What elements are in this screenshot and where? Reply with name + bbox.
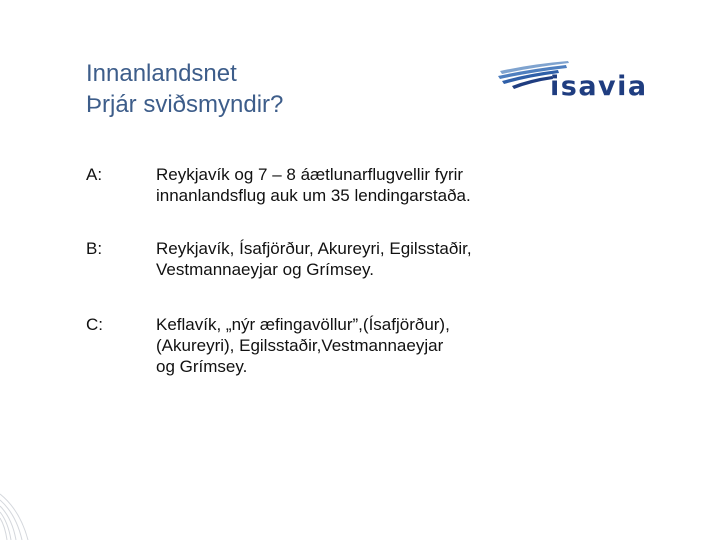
isavia-logo bbox=[496, 60, 648, 104]
scenario-line: (Akureyri), Egilsstaðir,Vestmannaeyjar bbox=[156, 336, 444, 355]
scenario-text bbox=[156, 238, 556, 280]
title-line-2: Þrjár sviðsmyndir? bbox=[86, 91, 284, 118]
scenario-key: B: bbox=[86, 239, 103, 258]
slide-title bbox=[86, 58, 283, 120]
scenario-line: innanlandsflug auk um 35 lendingarstaða. bbox=[156, 186, 471, 205]
scenario-key: A: bbox=[86, 165, 103, 184]
logo-text: isavia bbox=[550, 71, 648, 102]
title-line-1: Innanlandsnet bbox=[86, 60, 237, 87]
scenario-line: Reykjavík, Ísafjörður, Akureyri, Egilsstaðir, bbox=[156, 239, 472, 258]
scenario-line: Reykjavík og 7 – 8 áætlunarflugvellir fyrir bbox=[156, 165, 464, 184]
scenario-text bbox=[156, 164, 556, 206]
scenario-key: C: bbox=[86, 315, 103, 334]
scenario-text bbox=[156, 314, 556, 377]
scenario-line: Vestmannaeyjar og Grímsey. bbox=[156, 260, 374, 279]
scenario-line: og Grímsey. bbox=[156, 357, 248, 376]
scenario-line: Keflavík, „nýr æfingavöllur”,(Ísafjörður), bbox=[156, 315, 450, 334]
decorative-corner-lines bbox=[0, 470, 720, 540]
